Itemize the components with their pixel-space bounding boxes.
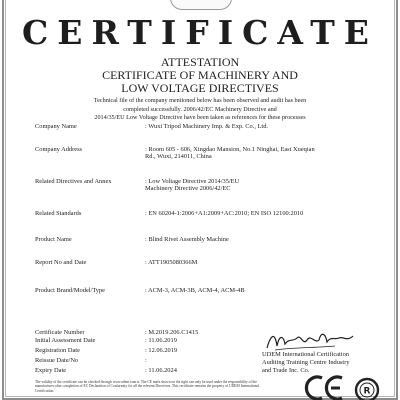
intro-text	[20, 97, 380, 123]
address-line: : Room 605 - 606, Xingdao Mansion, No.1 Ninghai, East Xueqian	[145, 146, 315, 153]
cert-info-label: Initial Assessment Date	[35, 337, 96, 344]
registered-mark-icon	[354, 377, 380, 400]
issuing-organization	[262, 351, 392, 375]
intro-line: completed successfully. 2006/42/EC Machinery Directive and	[123, 105, 277, 113]
field-label: Related Directives and Annex	[35, 178, 112, 185]
field-value	[145, 178, 380, 193]
footer-note: The validity of the certificate can be checked through www.udem.com.tr. The CE mark shown on the right can only be used under the responsibility of the manufacturer after completion of EC Declaration of Conformity for all the relevant Directives. This certificate remains the property of UDEM International Certification.	[35, 380, 259, 393]
cert-info-value: : 11.06.2019	[145, 337, 177, 344]
field-value: : Blind Rivet Assembly Machine	[145, 236, 229, 243]
field-label: Company Address	[35, 146, 83, 153]
cert-info-value: : 12.06.2019	[145, 347, 178, 354]
cert-info-value: : 11.06.2024	[145, 367, 177, 374]
org-line: Auditing Training Centre Industry	[262, 359, 350, 366]
org-line: and Trade Inc. Co.	[262, 367, 310, 374]
top-seal-icon	[170, 0, 232, 10]
cert-info-label: Registration Date	[35, 347, 80, 354]
field-value: : ATT1905080366M	[145, 259, 198, 266]
ce-mark-icon	[304, 374, 346, 400]
registered-mark-letter: R	[363, 386, 371, 397]
cert-info-label: Reissue Date/No	[35, 357, 79, 364]
field-label: Product Brand/Model/Type	[35, 287, 106, 294]
field-label: Related Standards	[35, 210, 82, 217]
field-value: : EN 60204-1:2006+A1:2009+AC:2010; EN ISO 12100:2010	[145, 210, 304, 217]
org-line: UDEM International Certification	[262, 351, 349, 358]
cert-info-label: Expiry Date	[35, 367, 67, 374]
address-line: Rd., Wuxi, 214011, China	[145, 153, 212, 161]
cert-info-label: Certificate Number	[35, 329, 85, 336]
field-label: Product Name	[35, 236, 72, 243]
subtitle-machinery: CERTIFICATE OF MACHINERY AND	[102, 68, 298, 82]
subtitle-low-voltage: LOW VOLTAGE DIRECTIVES	[121, 81, 279, 95]
cert-info-value: : M.2019.206.C1415	[145, 329, 199, 336]
field-label: Company Name	[35, 123, 77, 130]
certificate-title: CERTIFICATE	[22, 13, 378, 52]
cert-info-value: :	[145, 357, 147, 364]
intro-line: Technical file of the company mentioned below has been observed and audit has been	[93, 97, 307, 104]
field-value: : Wuxi Tripod Machinery Imp. & Exp. Co., Ltd.	[145, 123, 268, 130]
intro-line: 2014/35/EU Low Voltage Directive have been taken as references for these processes	[94, 114, 306, 122]
field-value	[145, 146, 380, 161]
field-value: : ACM-3, ACM-3B, ACM-4, ACM-4B	[145, 287, 245, 294]
directive-line: Machinery Directive 2006/42/EC	[145, 185, 231, 193]
directive-line: : Low Voltage Directive 2014/35/EU	[145, 178, 240, 185]
subtitle-attestation: ATTESTATION	[160, 55, 240, 69]
signature-icon	[265, 328, 355, 352]
field-label: Report No and Date	[35, 259, 87, 266]
